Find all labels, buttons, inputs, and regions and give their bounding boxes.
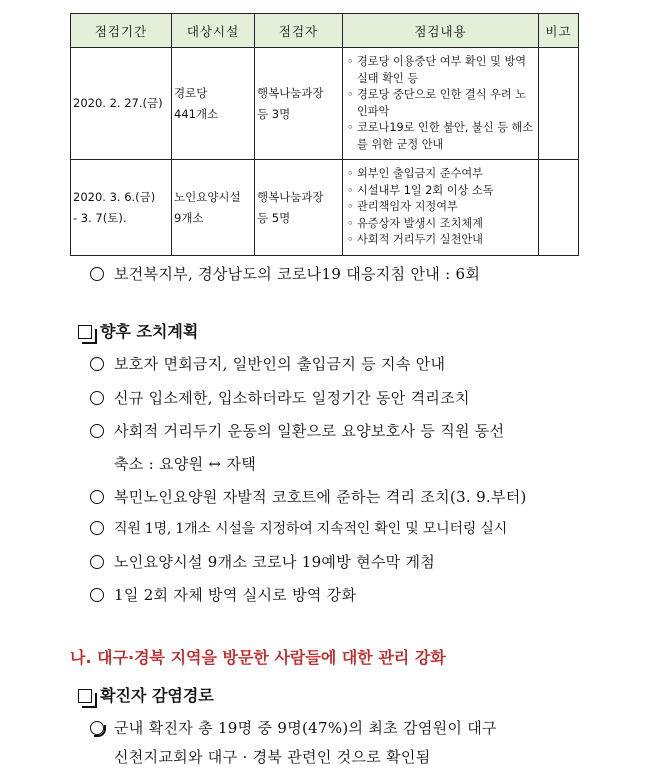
plan-item-continuation: 축소 : 요양원 ↔ 자택: [114, 455, 257, 473]
cell-inspector: 행복나눔과장 등 5명: [255, 160, 343, 256]
header-facility: 대상시설: [172, 14, 255, 48]
plan-item: 사회적 거리두기 운동의 일환으로 요양보호사 등 직원 동선: [90, 420, 504, 441]
section-route-heading: 확진자 감염경로: [78, 683, 214, 706]
circle-bullet-icon: [90, 424, 104, 438]
cell-note: [539, 160, 579, 256]
plan-item: 노인요양시설 9개소 코로나 19예방 현수막 게첨: [90, 551, 435, 572]
cell-period: 2020. 2. 27.(금): [71, 48, 172, 160]
plan-item: 직원 1명, 1개소 시설을 지정하여 지속적인 확인 및 모니터링 실시: [90, 518, 507, 538]
route-item-continuation: 신천지교회와 대구 · 경북 관련인 것으로 확인됨: [114, 748, 431, 766]
route-item: 군내 확진자 총 19명 중 9명(47%)의 최초 감염원이 대구: [90, 717, 497, 738]
cell-facility: 경로당 441개소: [172, 48, 255, 160]
circle-bullet-icon: [90, 588, 104, 602]
section-plan-heading: 향후 조치계획: [78, 319, 198, 342]
square-bullet-icon: [78, 325, 92, 339]
circle-bullet-icon: [90, 357, 104, 371]
header-content: 점검내용: [343, 14, 539, 48]
plan-item: 1일 2회 자체 방역 실시로 방역 강화: [90, 584, 356, 605]
plan-item: 복민노인요양원 자발적 코호트에 준하는 격리 조치(3. 9.부터): [90, 486, 527, 507]
circle-bullet-icon: [90, 267, 104, 281]
cell-content: ◦ 외부인 출입금지 준수여부 ◦ 시설내부 1일 2회 이상 소독 ◦ 관리책임자 지정여부 ◦ 유증상자 발생시 조치체계 ◦ 사회적 거리두기 실천안내: [343, 160, 539, 256]
table-row: [71, 160, 579, 256]
inspection-table: [70, 13, 579, 256]
circle-bullet-icon: [90, 490, 104, 504]
cell-facility: 노인요양시설 9개소: [172, 160, 255, 256]
section-b-heading: 나. 대구·경북 지역을 방문한 사람들에 대한 관리 강화: [70, 648, 446, 667]
cell-inspector: 행복나눔과장 등 3명: [255, 48, 343, 160]
table-row: [71, 48, 579, 160]
circle-bullet-icon: [90, 555, 104, 569]
table-header-row: [71, 14, 579, 48]
plan-item: 보호자 면회금지, 일반인의 출입금지 등 지속 안내: [90, 353, 445, 374]
cell-period: 2020. 3. 6.(금) - 3. 7(토).: [71, 160, 172, 256]
circle-bullet-icon: [90, 521, 104, 535]
shadow-circle-bullet-icon: [90, 721, 104, 735]
square-bullet-icon: [78, 689, 92, 703]
plan-item: 신규 입소제한, 입소하더라도 일정기간 동안 격리조치: [90, 387, 470, 408]
header-inspector: 점검자: [255, 14, 343, 48]
header-note: 비고: [539, 14, 579, 48]
cell-content: ◦ 경로당 이용중단 여부 확인 및 방역 실태 확인 등 ◦ 경로당 중단으로 인한 결식 우려 노인파악 ◦ 코로나19로 인한 불안, 불신 등 해소를 위한 군정 안내: [343, 48, 539, 160]
guideline-item: 보건복지부, 경상남도의 코로나19 대응지침 안내 : 6회: [90, 263, 480, 284]
cell-note: [539, 48, 579, 160]
circle-bullet-icon: [90, 391, 104, 405]
header-period: 점검기간: [71, 14, 172, 48]
